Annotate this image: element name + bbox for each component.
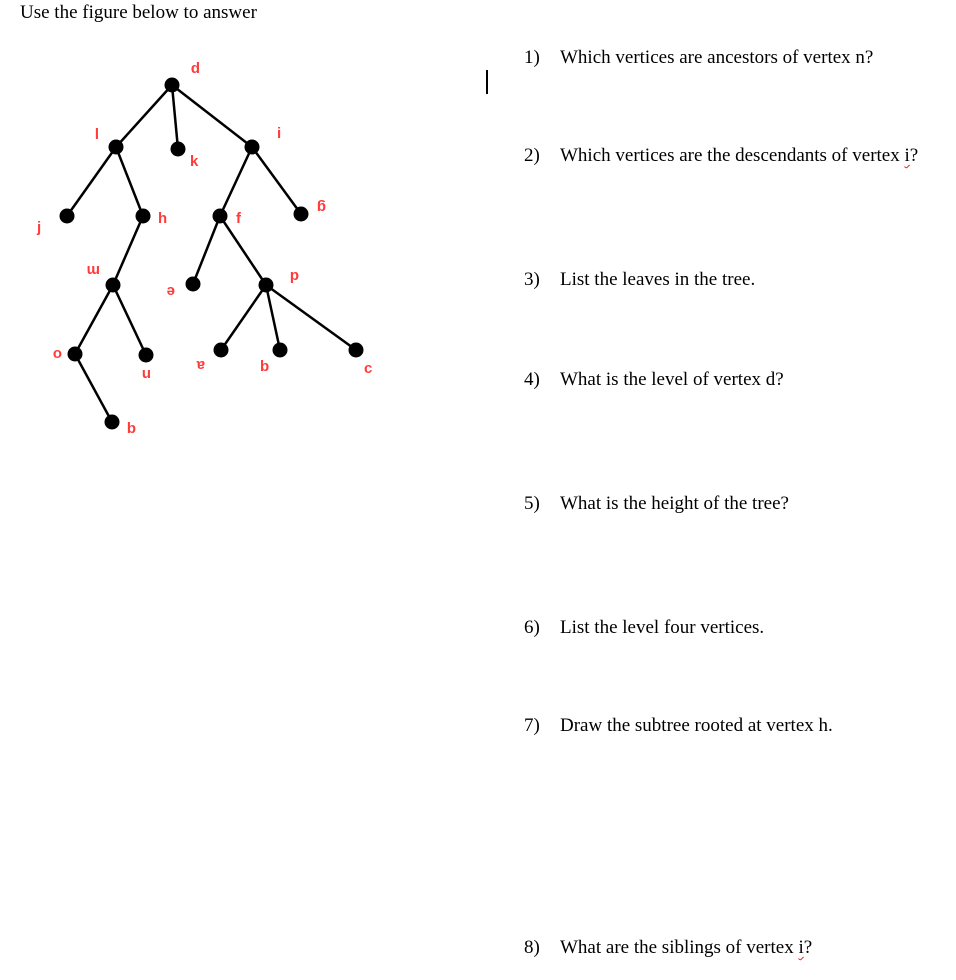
question-number: 8): [524, 937, 540, 958]
question-7: [524, 712, 936, 739]
tree-edges: [67, 85, 356, 422]
vertex-n: [139, 348, 154, 363]
question-text: List the leaves in the tree.: [560, 269, 756, 290]
spellcheck-flag: i: [798, 937, 804, 958]
edge-o-q: [75, 354, 112, 422]
vertex-label-b: b: [260, 358, 270, 375]
question-5: [524, 490, 936, 517]
vertex-d: [259, 278, 274, 293]
edge-f-d: [220, 216, 266, 285]
vertex-o: [68, 347, 83, 362]
vertex-label-a: a: [196, 357, 205, 374]
edge-p-l: [116, 85, 172, 147]
edge-d-c: [266, 285, 356, 350]
vertex-b: [273, 343, 288, 358]
question-number: 5): [524, 493, 540, 514]
question-4: [524, 366, 936, 393]
edge-p-i: [172, 85, 252, 147]
question-number: 7): [524, 715, 540, 736]
question-2: [524, 142, 936, 169]
vertex-label-p: p: [190, 61, 200, 78]
vertex-label-l: l: [94, 124, 99, 141]
vertex-label-d: d: [289, 268, 299, 285]
vertex-label-e: e: [166, 283, 175, 300]
question-6: [524, 614, 936, 641]
edge-l-h: [116, 147, 143, 216]
vertex-k: [171, 142, 186, 157]
edge-i-f: [220, 147, 252, 216]
question-text: Which vertices are ancestors of vertex n?: [560, 47, 874, 68]
vertex-label-k: k: [190, 153, 199, 170]
vertex-a: [214, 343, 229, 358]
question-1: [524, 44, 936, 71]
text-cursor: [486, 70, 488, 94]
edge-m-o: [75, 285, 113, 354]
vertex-h: [136, 209, 151, 224]
edge-m-n: [113, 285, 146, 355]
question-number: 1): [524, 47, 540, 68]
vertex-m: [106, 278, 121, 293]
vertex-label-j: j: [37, 219, 42, 236]
instruction-text: Use the figure below to answer: [20, 2, 257, 23]
vertex-label-n: n: [141, 366, 151, 383]
vertex-e: [186, 277, 201, 292]
vertex-q: [105, 415, 120, 430]
question-text: What is the height of the tree?: [560, 493, 789, 514]
vertex-label-h: h: [158, 210, 168, 227]
spellcheck-flag: i: [904, 145, 910, 166]
tree-nodes: [60, 78, 364, 430]
edge-f-e: [193, 216, 220, 284]
vertex-l: [109, 140, 124, 155]
vertex-g: [294, 207, 309, 222]
question-text: List the level four vertices.: [560, 617, 765, 638]
vertex-label-g: g: [316, 199, 326, 216]
question-number: 6): [524, 617, 540, 638]
vertex-label-m: m: [86, 262, 100, 279]
question-3: [524, 266, 936, 293]
edge-d-a: [221, 285, 266, 350]
tree-figure: [0, 0, 420, 460]
vertex-label-i: i: [277, 125, 282, 142]
question-number: 4): [524, 369, 540, 390]
vertex-label-o: o: [52, 346, 62, 363]
tree-labels: [36, 61, 372, 438]
vertex-i: [245, 140, 260, 155]
vertex-label-f: f: [236, 210, 241, 227]
question-8: [524, 934, 936, 961]
question-text: What is the level of vertex d?: [560, 369, 784, 390]
edge-p-k: [172, 85, 178, 149]
question-text: Which vertices are the descendants of vertex i?: [560, 145, 919, 166]
vertex-c: [349, 343, 364, 358]
edge-l-j: [67, 147, 116, 216]
vertex-label-q: q: [126, 421, 136, 438]
vertex-f: [213, 209, 228, 224]
vertex-p: [165, 78, 180, 93]
vertex-label-c: c: [364, 360, 373, 377]
edge-i-g: [252, 147, 301, 214]
question-number: 2): [524, 145, 540, 166]
edge-h-m: [113, 216, 143, 285]
vertex-j: [60, 209, 75, 224]
question-text: Draw the subtree rooted at vertex h.: [560, 715, 833, 736]
question-number: 3): [524, 269, 540, 290]
question-text: What are the siblings of vertex i?: [560, 937, 813, 958]
